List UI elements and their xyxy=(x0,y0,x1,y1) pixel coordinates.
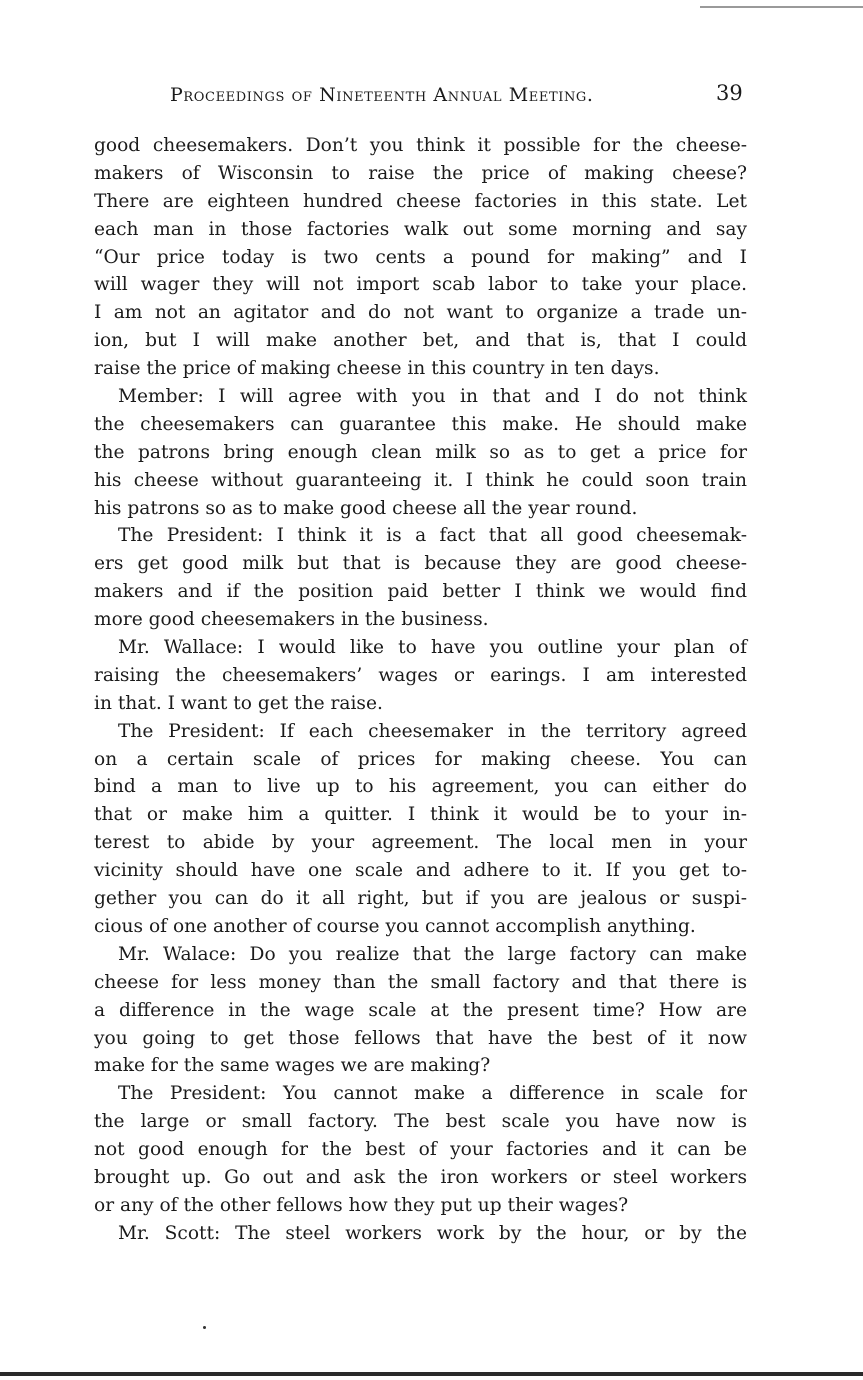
text-line: raise the price of making cheese in this country in ten days. xyxy=(94,358,660,380)
text-line: the patrons bring enough clean milk so as to get a price for xyxy=(94,441,747,463)
text-line: that or make him a quitter. I think it would be to your in- xyxy=(94,804,747,826)
text-line: more good cheesemakers in the business. xyxy=(94,609,489,631)
paragraph-start-scott: Mr. Scott: The steel workers work by the hour, or by the xyxy=(118,1222,747,1244)
text-line: ion, but I will make another bet, and that is, that I could xyxy=(94,330,747,352)
text-line: gether you can do it all right, but if you are jealous or suspi- xyxy=(94,888,747,910)
running-header: Proceedings of Nineteenth Annual Meeting. xyxy=(170,84,594,106)
text-line: raising the cheesemakers’ wages or earings. I am interested xyxy=(94,664,747,686)
text-line: make for the same wages we are making? xyxy=(94,1055,491,1077)
text-line: terest to abide by your agreement. The local men in your xyxy=(94,832,747,854)
text-line: a difference in the wage scale at the present time? How are xyxy=(94,999,747,1021)
text-line: the large or small factory. The best scale you have now is xyxy=(94,1111,747,1133)
top-edge-rule xyxy=(700,6,863,8)
print-speck xyxy=(203,1326,206,1329)
text-line: I am not an agitator and do not want to organize a trade un- xyxy=(94,302,747,324)
paragraph-start-walace: Mr. Walace: Do you realize that the large factory can make xyxy=(118,943,747,965)
text-line: on a certain scale of prices for making cheese. You can xyxy=(94,748,747,770)
bottom-edge-rule xyxy=(0,1372,863,1376)
text-line: good cheesemakers. Don’t you think it possible for the cheese- xyxy=(94,135,747,156)
text-line: or any of the other fellows how they put up their wages? xyxy=(94,1194,629,1216)
paragraph-start-president: The President: If each cheesemaker in the territory agreed xyxy=(118,720,747,742)
text-line: the cheesemakers can guarantee this make. He should make xyxy=(94,413,747,435)
text-line: will wager they will not import scab labor to take your place. xyxy=(94,274,747,296)
text-line: makers of Wisconsin to raise the price of making cheese? xyxy=(94,162,747,184)
paragraph-start-president: The President: I think it is a fact that all good cheesemak- xyxy=(118,525,747,547)
paragraph-start-wallace: Mr. Wallace: I would like to have you outline your plan of xyxy=(118,637,747,659)
text-line: his cheese without guaranteeing it. I think he could soon train xyxy=(94,469,747,491)
text-line: “Our price today is two cents a pound for making” and I xyxy=(94,246,747,268)
paragraph-start-member: Member: I will agree with you in that and I do not think xyxy=(118,386,747,408)
text-line: cheese for less money than the small factory and that there is xyxy=(94,971,747,993)
text-line: you going to get those fellows that have the best of it now xyxy=(94,1027,747,1049)
text-line: bind a man to live up to his agreement, you can either do xyxy=(94,776,747,798)
paragraph-start-president: The President: You cannot make a difference in scale for xyxy=(118,1083,747,1105)
page-number: 39 xyxy=(716,81,743,105)
text-line: in that. I want to get the raise. xyxy=(94,692,383,714)
text-line: each man in those factories walk out some morning and say xyxy=(94,218,747,240)
text-line: There are eighteen hundred cheese factories in this state. Let xyxy=(94,190,747,212)
text-line: ers get good milk but that is because they are good cheese- xyxy=(94,553,747,575)
text-line: cious of one another of course you cannot accomplish anything. xyxy=(94,915,696,937)
text-line: brought up. Go out and ask the iron workers or steel workers xyxy=(94,1166,747,1188)
text-line: his patrons so as to make good cheese all the year round. xyxy=(94,497,638,519)
text-line: not good enough for the best of your factories and it can be xyxy=(94,1139,747,1161)
text-line: makers and if the position paid better I think we would find xyxy=(94,581,747,603)
text-line: vicinity should have one scale and adhere to it. If you get to- xyxy=(94,860,747,882)
body-text xyxy=(94,132,747,1248)
